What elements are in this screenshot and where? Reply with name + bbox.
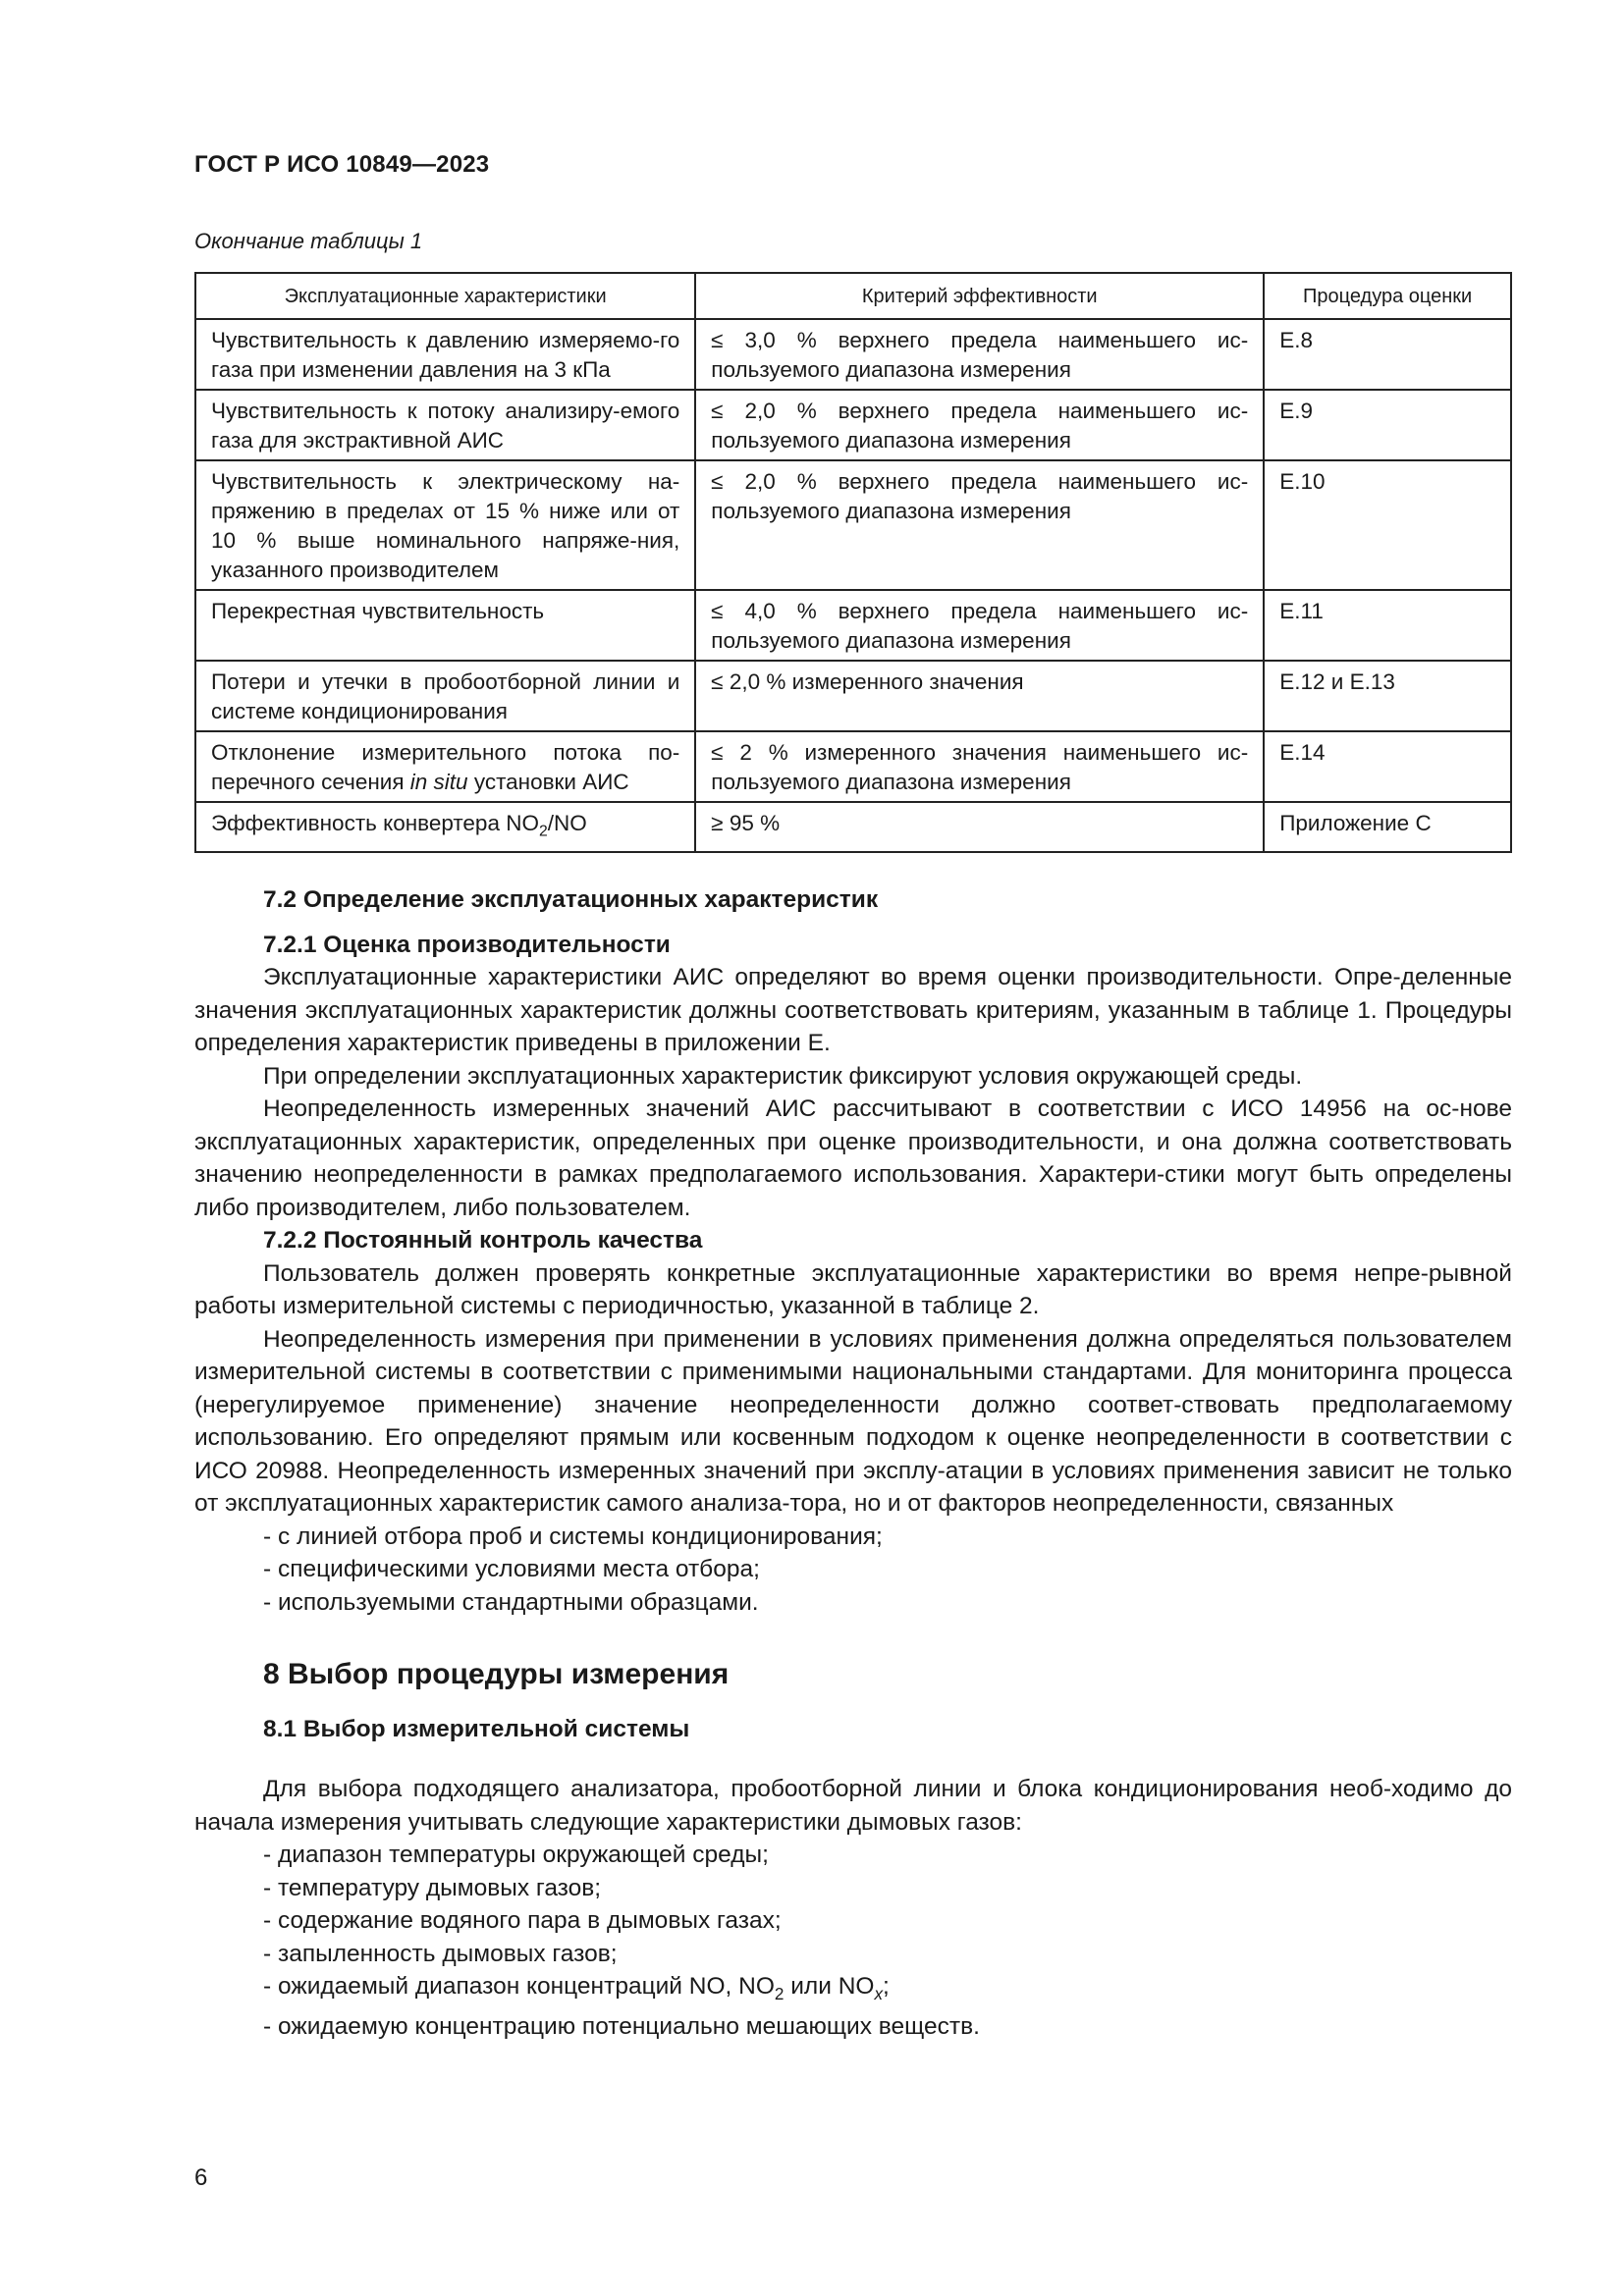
characteristic-text: установки АИС (467, 770, 629, 794)
characteristic-cell: Чувствительность к электрическому на-пряжению в пределах от 15 % ниже или от 10 % выше номинального напряже-ния, указанного производителем (195, 460, 695, 590)
table-row (195, 731, 1511, 802)
section-heading-7-2-2: 7.2.2 Постоянный контроль качества (263, 1227, 703, 1254)
table-header-row (195, 273, 1511, 319)
list-item-text: или NO (784, 1973, 875, 2000)
section-heading-8-1: 8.1 Выбор измерительной системы (263, 1715, 690, 1742)
paragraph: Для выбора подходящего анализатора, пробоотборной линии и блока кондиционирования необ-ходимо до начала измерения учитывать следующие характеристики дымовых газов: (194, 1776, 1512, 1836)
subscript-italic: x (874, 1983, 884, 2003)
column-header: Эксплуатационные характеристики (195, 273, 695, 319)
column-header: Критерий эффективности (695, 273, 1264, 319)
characteristic-text: Отклонение измерительного потока по-перечного сечения (211, 740, 680, 794)
section-heading-7-2: 7.2 Определение эксплуатационных характеристик (263, 886, 879, 913)
section-heading-8: 8 Выбор процедуры измерения (263, 1658, 730, 1690)
characteristic-cell (195, 731, 695, 802)
performance-table (194, 272, 1512, 853)
procedure-cell: E.8 (1264, 319, 1511, 390)
list-item: - запыленность дымовых газов; (263, 1940, 618, 1967)
table-row (195, 590, 1511, 661)
characteristic-cell: Чувствительность к давлению измеряемо-го газа при изменении давления на 3 кПа (195, 319, 695, 390)
table-row (195, 390, 1511, 460)
procedure-cell: E.11 (1264, 590, 1511, 661)
list-item: - с линией отбора проб и системы кондиционирования; (263, 1522, 883, 1550)
subscript (874, 1984, 883, 2003)
procedure-cell: E.10 (1264, 460, 1511, 590)
subscript: 2 (774, 1983, 785, 2003)
criterion-cell: ≤ 2 % измеренного значения наименьшего ис-пользуемого диапазона измерения (695, 731, 1264, 802)
characteristic-cell: Перекрестная чувствительность (195, 590, 695, 661)
paragraph: Неопределенность измерения при применении в условиях применения должна определяться пользователем измерительной системы в соответствии с применимыми национальными стандартами. Для мониторинга процесса (нерегулируемое применение) значение неопределенности должно соответ-ствовать предполагаемому использованию. Его определяют прямым или косвенным подходом к оценке неопределенности в соответствии с ИСО 20988. Неопределенность измеренных значений при эксплу-атации в условиях применения зависит не только от эксплуатационных характеристик самого анализа-тора, но и от факторов неопределенности, связанных (194, 1325, 1512, 1517)
subscript: 2 (538, 823, 548, 840)
table-caption: Окончание таблицы 1 (194, 229, 423, 253)
table-row (195, 661, 1511, 731)
list-item-text: - ожидаемый диапазон концентраций NO, NO (263, 1973, 775, 2000)
paragraph: Эксплуатационные характеристики АИС определяют во время оценки производительности. Опре-деленные значения эксплуатационных характеристик должны соответствовать критериям, указанным в таблице 1. Процедуры определения характеристик приведены в приложении E. (194, 964, 1512, 1056)
paragraph: Пользователь должен проверять конкретные эксплуатационные характеристики во время непре-рывной работы измерительной системы с периодичностью, указанной в таблице 2. (194, 1259, 1512, 1319)
list-item (194, 1970, 1512, 2010)
list-item: - диапазон температуры окружающей среды; (263, 1842, 769, 1868)
list-item: - содержание водяного пара в дымовых газах; (263, 1907, 782, 1934)
list-item-text: ; (883, 1973, 890, 2000)
section-heading-7-2-1: 7.2.1 Оценка производительности (263, 931, 671, 958)
list-item: - используемыми стандартными образцами. (263, 1588, 759, 1616)
procedure-cell: E.14 (1264, 731, 1511, 802)
page-number: 6 (194, 2164, 208, 2191)
characteristic-italic-text: in situ (409, 770, 468, 794)
paragraph: При определении эксплуатационных характеристик фиксируют условия окружающей среды. (263, 1062, 1303, 1090)
list-item: - специфическими условиями места отбора; (263, 1556, 760, 1582)
procedure-cell: E.9 (1264, 390, 1511, 460)
body-text (194, 883, 1512, 2044)
list-item: - ожидаемую концентрацию потенциально мешающих веществ. (263, 2013, 980, 2041)
criterion-cell: ≥ 95 % (695, 802, 1264, 852)
document-header: ГОСТ Р ИСО 10849—2023 (194, 151, 490, 178)
criterion-cell: ≤ 2,0 % измеренного значения (695, 661, 1264, 731)
table-row (195, 319, 1511, 390)
criterion-cell: ≤ 3,0 % верхнего предела наименьшего ис-пользуемого диапазона измерения (695, 319, 1264, 390)
characteristic-text: /NO (547, 811, 587, 835)
criterion-cell: ≤ 4,0 % верхнего предела наименьшего ис-пользуемого диапазона измерения (695, 590, 1264, 661)
criterion-cell: ≤ 2,0 % верхнего предела наименьшего ис-пользуемого диапазона измерения (695, 390, 1264, 460)
criterion-cell: ≤ 2,0 % верхнего предела наименьшего ис-пользуемого диапазона измерения (695, 460, 1264, 590)
characteristic-text: Эффективность конвертера NO (211, 811, 539, 835)
column-header: Процедура оценки (1264, 273, 1511, 319)
procedure-cell: E.12 и E.13 (1264, 661, 1511, 731)
table-row (195, 802, 1511, 852)
list-item: - температуру дымовых газов; (263, 1874, 602, 1901)
characteristic-cell (195, 802, 695, 852)
characteristic-cell: Потери и утечки в пробоотборной линии и системе кондиционирования (195, 661, 695, 731)
paragraph: Неопределенность измеренных значений АИС рассчитывают в соответствии с ИСО 14956 на ос-нове эксплуатационных характеристик, определенных при оценке производительности, и она должна соответствовать значению неопределенности в рамках предполагаемого использования. Характери-стики могут быть определены либо производителем, либо пользователем. (194, 1095, 1512, 1221)
procedure-cell: Приложение С (1264, 802, 1511, 852)
table-row (195, 460, 1511, 590)
characteristic-cell: Чувствительность к потоку анализиру-емого газа для экстрактивной АИС (195, 390, 695, 460)
